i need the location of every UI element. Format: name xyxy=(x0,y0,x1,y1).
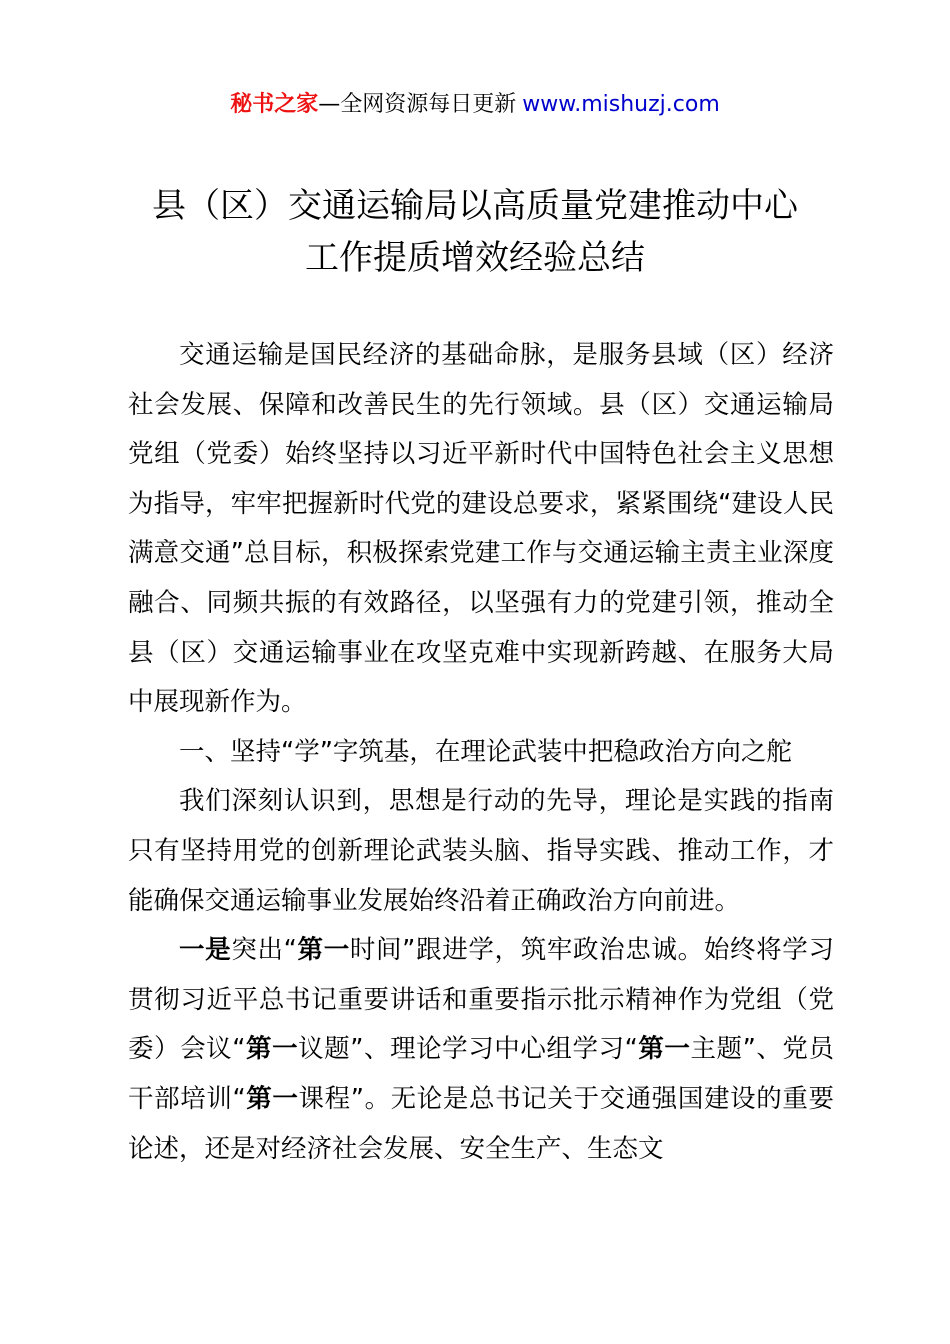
text-segment: 时间”跟进学，筑牢政治忠诚。始终将学习贯彻习近平总书记重要讲话和重要指示批示精神作为党组（党委）会议“ xyxy=(128,935,834,1065)
section-1-paragraph-2 xyxy=(128,926,834,1174)
text-segment: 课程”。无论是总书记关于交通强国建设的重要论述，还是对经济社会发展、安全生产、生态文 xyxy=(128,1083,834,1164)
emphasis-text: 第一 xyxy=(245,1034,299,1065)
section-1-paragraph-1: 我们深刻认识到，思想是行动的先导，理论是实践的指南只有坚持用党的创新理论武装头脑、指导实践、推动工作，才能确保交通运输事业发展始终沿着正确政治方向前进。 xyxy=(128,786,834,916)
lead-label: 一是 xyxy=(179,935,232,966)
document-title-line-1: 县（区）交通运输局以高质量党建推动中心 xyxy=(152,186,798,226)
site-tagline: —全网资源每日更新 xyxy=(318,92,517,117)
emphasis-text: 第一 xyxy=(296,935,350,966)
text-segment: 议题”、理论学习中心组学习“ xyxy=(298,1034,638,1065)
emphasis-text: 第一 xyxy=(245,1083,299,1114)
document-title xyxy=(0,180,950,284)
section-heading-1: 一、坚持“学”字筑基，在理论武装中把稳政治方向之舵 xyxy=(179,736,792,767)
text-segment: 突出“ xyxy=(231,935,297,966)
document-title-line-2: 工作提质增效经验总结 xyxy=(305,238,645,278)
site-banner xyxy=(0,88,950,122)
text-segment: 主题”、党员干部培训“ xyxy=(128,1034,834,1114)
site-url-link[interactable]: www.mishuzj.com xyxy=(522,92,720,117)
intro-paragraph: 交通运输是国民经济的基础命脉，是服务县域（区）经济社会发展、保障和改善民生的先行领域。县（区）交通运输局党组（党委）始终坚持以习近平新时代中国特色社会主义思想为指导，牢牢把握新时代党的建设总要求，紧紧围绕“建设人民满意交通”总目标，积极探索党建工作与交通运输主责主业深度融合、同频共振的有效路径，以坚强有力的党建引领，推动全县（区）交通运输事业在攻坚克难中实现新跨越、在服务大局中展现新作为。 xyxy=(128,340,834,718)
site-brand-name: 秘书之家 xyxy=(230,92,319,117)
emphasis-text: 第一 xyxy=(637,1034,691,1065)
document-body xyxy=(128,331,834,1174)
